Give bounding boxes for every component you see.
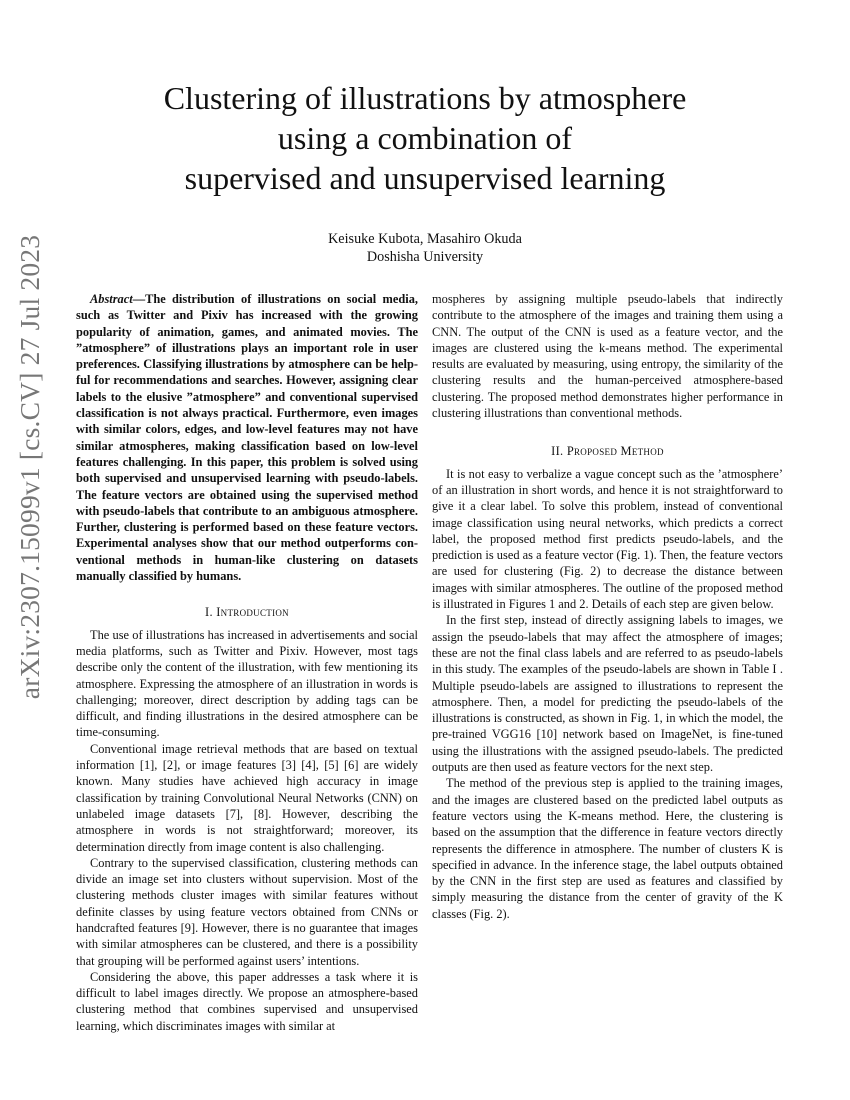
section-title: Proposed Method (566, 444, 664, 459)
method-paragraph-1: It is not easy to verbalize a vague concept such as the ’atmosphere’ of an illustration in short words, and hence it is not straightforward to give it a clear label. To solve this problem, instead of conventional image classification using neural networks, which predicts a correct label, the proposed method first predicts pseudo-labels, and the prediction is used as a feature vector (Fig. 1). Then, the feature vectors are used for clustering (Fig. 2) to decrease the distance between images with similar atmospheres. The outline of the proposed method is illustrated in Figures 1 and 2. Details of each step are given below. (432, 466, 783, 612)
affiliation: Doshisha University (366, 249, 484, 265)
author-block (100, 230, 750, 266)
intro-paragraph-3: Contrary to the supervised classification, clustering methods can divide an image set into clusters without supervision. Most of the clustering methods cluster images with similar features without definite classes by using feature vectors obtained from CNNs or handcrafted features [9]. However, there is no guarantee that images with similar atmospheres can be clustered, and there is a possibility that grouping will be performed against users’ intentions. (76, 855, 418, 968)
arxiv-stamp-text: arXiv:2307.15099v1 [cs.CV] 27 Jul 2023 (14, 234, 45, 700)
title-line-3: supervised and unsupervised learning (184, 160, 666, 196)
authors: Keisuke Kubota, Masahiro Okuda (328, 231, 522, 247)
abstract (76, 291, 418, 584)
left-column (76, 291, 418, 1034)
right-column (432, 291, 783, 922)
section-number: I. (205, 605, 213, 620)
section-number: II. (551, 444, 564, 459)
section-heading-proposed-method (432, 443, 783, 459)
title-line-1: Clustering of illustrations by atmosphere (163, 80, 687, 116)
section-heading-introduction (76, 604, 418, 620)
arxiv-stamp (6, 234, 54, 700)
method-paragraph-2: In the first step, instead of directly assigning labels to images, we assign the pseudo-labels that may affect the atmosphere of images; these are not the final class labels and are referred to as pseudo-labels in this study. The examples of the pseudo-labels are shown in Table I . Multiple pseudo-labels are assigned to illustrations to represent the atmosphere. Then, a model for predicting the pseudo-labels of the illustrations is constructed, as shown in Fig. 1, in which the model, the pre-trained VGG16 [10] network based on ImageNet, is fine-tuned using the illustrations with the assigned pseudo-labels. The predicted outputs are then used as feature vectors for the next step. (432, 613, 783, 775)
intro-paragraph-4-part-1: Considering the above, this paper addresses a task where it is difficult to label images directly. We propose an atmosphere-based clustering method that combines supervised and unsupervised learning, which discriminates images with similar at (76, 969, 418, 1033)
abstract-label: Abstract (90, 292, 133, 306)
intro-paragraph-4-part-2: mospheres by assigning multiple pseudo-labels that indirectly contribute to the atmosphere of the images and training them using a CNN. The output of the CNN is used as a feature vector, and the images are clustered using the k-means method. The experimental results are evaluated by measuring, using entropy, the similarity of the clustering results and the human-perceived atmosphere-based clustering. The proposed method demonstrates higher performance in clustering illustrations than conventional methods. (432, 292, 783, 421)
paper-title (100, 78, 750, 198)
abstract-dash: — (132, 292, 146, 306)
method-paragraph-3: The method of the previous step is applied to the training images, and the images are clustered based on the predicted label outputs as feature vectors using the K-means method. Here, the clustering is based on the assumption that the difference in feature vectors directly represents the difference in atmosphere. The number of clusters K is specified in advance. In the inference stage, the label outputs obtained by the CNN in the first step are used as features and classified by simply measuring the distance from the center of gravity of the K classes (Fig. 2). (432, 776, 783, 921)
intro-paragraph-2: Conventional image retrieval methods that are based on textual information [1], [2], or image features [3] [4], [5] [6] are widely known. Many studies have achieved high accuracy in image classification by training Convolutional Neural Networks (CNN) on unlabeled image datasets [7], [8]. However, describing the atmosphere in words is not straightforward; moreover, its determination directly from image content is also challenging. (76, 741, 418, 854)
abstract-text: The distribution of illustrations on social media, such as Twitter and Pixiv has increased with the growing popularity of animation, games, and animated movies. The ”atmosphere” of illustrations plays an important role in user preferences. Classifying illustrations by atmosphere can be helpful for recommendations and searches. However, assigning clear labels to the elusive ”atmosphere” and conventional supervised classification is not always practical. Furthermore, even images with similar colors, edges, and low-level features may not have similar atmospheres, making classification based on low-level features challenging. In this paper, this problem is solved using both supervised and unsupervised learning with pseudo-labels. The feature vectors are obtained using the supervised method with pseudo-labels that contribute to an ambiguous atmosphere. Further, clustering is performed based on these feature vectors. Experimental analyses show that our method outperforms conventional methods in human-like clustering on datasets manually classified by humans. (76, 292, 418, 584)
section-title: Introduction (216, 605, 289, 620)
title-line-2: using a combination of (277, 120, 573, 156)
intro-paragraph-1: The use of illustrations has increased in advertisements and social media platforms, such as Twitter and Pixiv. However, most tags describe only the content of the illustration, with few mentioning its atmosphere. Expressing the atmosphere of an illustration in words is challenging; moreover, direct description by adding tags can be difficult, and finding illustrations in the desired atmosphere can be time-consuming. (76, 627, 418, 740)
